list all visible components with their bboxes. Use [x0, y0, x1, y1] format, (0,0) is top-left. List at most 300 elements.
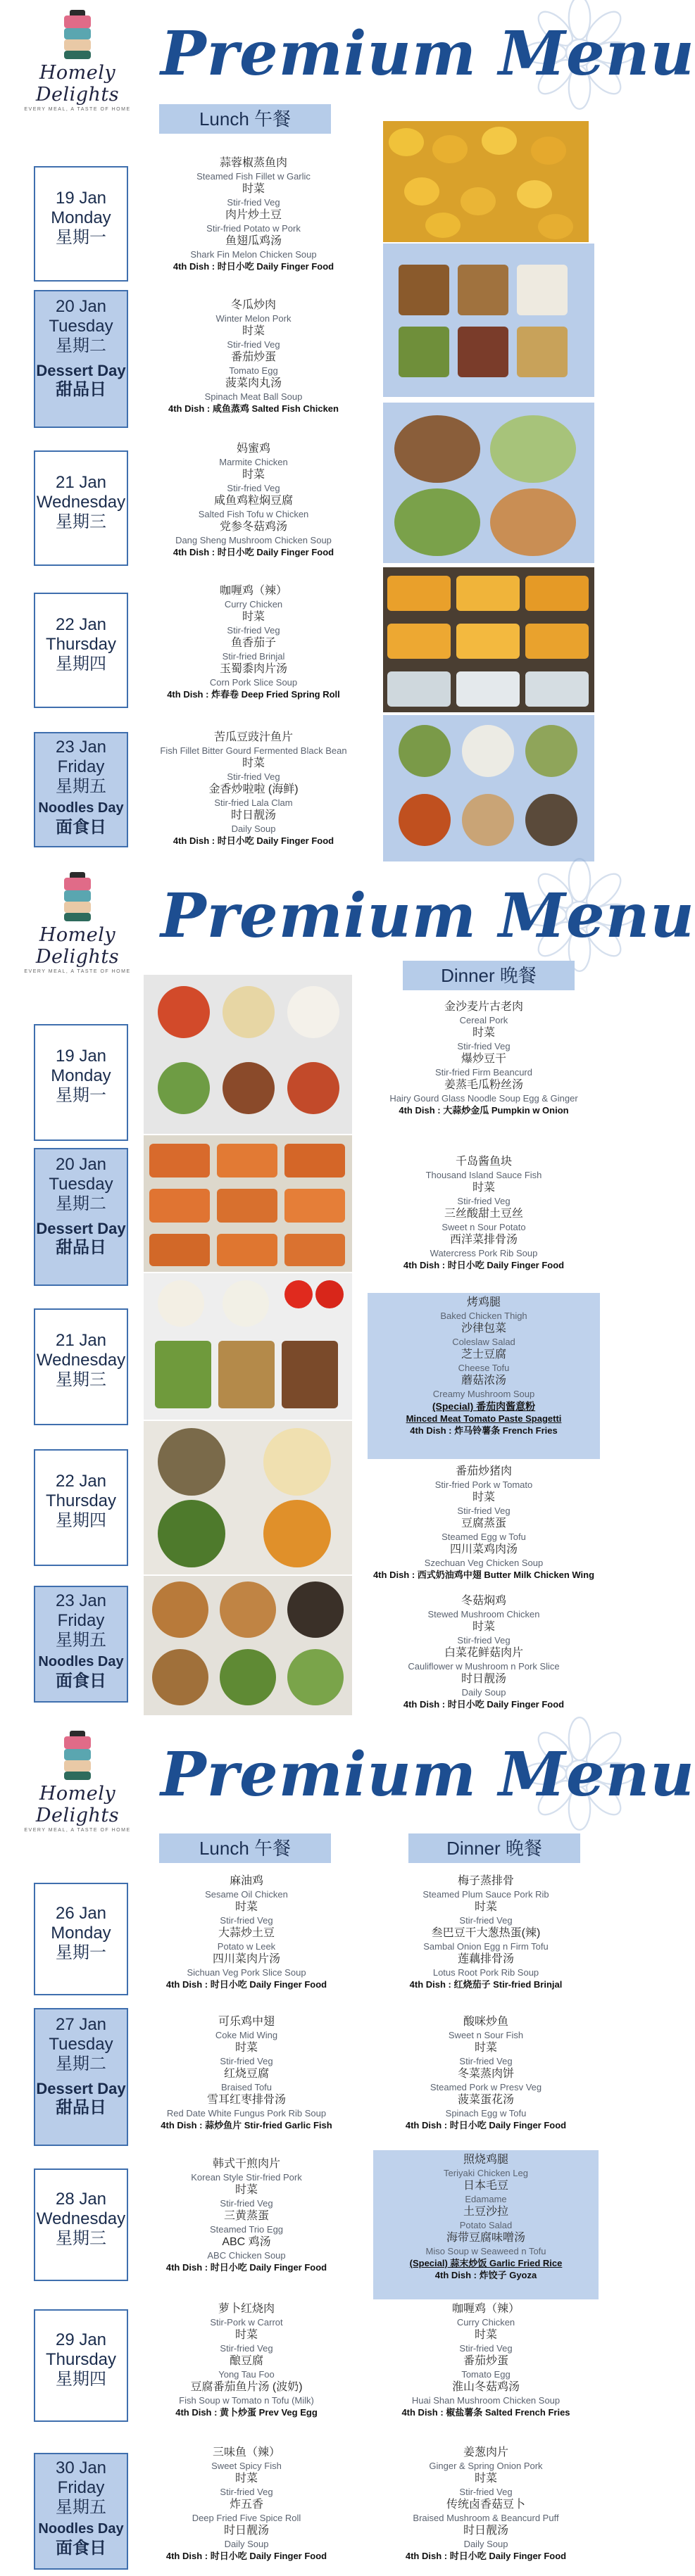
- day-name: Friday: [57, 757, 105, 776]
- menu-block: [141, 2157, 352, 2274]
- dish-name-en: Stir-fried Veg: [220, 2056, 273, 2066]
- day-name-cn: 星期五: [56, 2498, 106, 2517]
- dish-name-cn: 时菜: [242, 183, 265, 195]
- dish-name-en: Cereal Pork: [459, 1015, 508, 1025]
- food-photo: [144, 975, 352, 1134]
- dish-name-cn: 鱼香茄子: [230, 637, 276, 649]
- day-name: Wednesday: [36, 1351, 126, 1370]
- day-name-cn: 星期二: [56, 2054, 106, 2073]
- dish-name-cn: 姜葱肉片: [463, 2446, 508, 2458]
- dish-name-cn: 时菜: [472, 1491, 495, 1503]
- fourth-dish-line: 4th Dish : 椒盐薯条 Salted French Fries: [401, 2407, 570, 2418]
- dish-name-cn: 冬菜蒸肉饼: [457, 2068, 514, 2080]
- brand-tagline: EVERY MEAL, A TASTE OF HOME: [24, 107, 131, 112]
- dish-name-en: Potato Salad: [459, 2220, 513, 2230]
- dish-name-cn: 时菜: [234, 1901, 258, 1913]
- dish-name-en: Deep Fried Five Spice Roll: [192, 2513, 301, 2523]
- day-tag-cn: 甜品日: [56, 1238, 106, 1257]
- dish-name-en: Szechuan Veg Chicken Soup: [424, 1558, 544, 1568]
- dish-name-en: Steamed Egg w Tofu: [442, 1532, 526, 1542]
- dish-name-en: Daily Soup: [231, 823, 276, 834]
- dish-name-en: Stir-fried Veg: [227, 625, 280, 636]
- dish-name-en: Stir-fried Veg: [220, 1915, 273, 1926]
- dish-name-en: Thousand Island Sauce Fish: [425, 1170, 542, 1180]
- dish-name-en: Stir-fried Veg: [457, 1505, 511, 1516]
- dish-name-en: Stir-fried Veg: [457, 1196, 511, 1206]
- dish-name-cn: 四川菜鸡肉汤: [449, 1543, 518, 1555]
- dish-name-en: Stir-Pork w Carrot: [210, 2317, 283, 2328]
- brand-tagline: EVERY MEAL, A TASTE OF HOME: [24, 1828, 131, 1833]
- food-photo: [144, 1135, 352, 1272]
- dish-name-cn: 叁巴豆干大葱热蛋(辣): [431, 1927, 541, 1939]
- dish-name-en: Sichuan Veg Pork Slice Soup: [187, 1967, 306, 1978]
- brand-name: Homely Delights: [35, 1783, 120, 1826]
- dish-name-en: Stir-fried Veg: [457, 1635, 511, 1646]
- dish-name-cn: 苦瓜豆豉汁鱼片: [213, 731, 293, 743]
- menu-block: [148, 584, 359, 701]
- dish-name-en: Daily Soup: [224, 2539, 269, 2549]
- lunch-label: Lunch 午餐: [159, 1833, 331, 1863]
- dish-name-cn: 可乐鸡中翅: [218, 2016, 275, 2028]
- dish-name-en: Cauliflower w Mushroom n Pork Slice: [408, 1661, 560, 1672]
- dish-name-cn: 党参冬菇鸡汤: [219, 521, 287, 533]
- dish-name-cn: 时菜: [242, 757, 265, 769]
- dish-name-cn: 红烧豆腐: [223, 2068, 269, 2080]
- dish-name-cn: 酸咪炒鱼: [463, 2016, 508, 2028]
- day-name: Friday: [57, 2478, 105, 2497]
- fourth-dish-line: 4th Dish : 炸春卷 Deep Fried Spring Roll: [167, 689, 340, 700]
- dish-name-cn: 麻油鸡: [229, 1875, 263, 1887]
- day-tag: Noodles Day: [38, 2521, 124, 2537]
- dish-name-en: Marmite Chicken: [219, 457, 288, 467]
- dish-name-en: Shark Fin Melon Chicken Soup: [190, 249, 317, 260]
- day-box: [34, 166, 128, 282]
- menu-block: [368, 1155, 600, 1272]
- dish-name-en: Stir-fried Pork w Tomato: [434, 1479, 533, 1490]
- page-title: Premium Menu: [161, 1739, 695, 1810]
- day-box: [34, 2008, 128, 2146]
- dish-name-en: Fish Soup w Tomato n Tofu (Milk): [179, 2395, 314, 2406]
- dish-name-cn: 时菜: [472, 1027, 495, 1039]
- dish-name-cn: 时日靓汤: [461, 1673, 506, 1685]
- fourth-dish-line: 4th Dish : 咸鱼蒸鸡 Salted Fish Chicken: [168, 403, 339, 414]
- day-name-cn: 星期三: [56, 1370, 106, 1389]
- day-name-cn: 星期四: [56, 2370, 106, 2389]
- menu-block: [368, 1465, 600, 1581]
- dish-name-en: Stir-fried Lala Clam: [214, 797, 293, 808]
- dish-name-en: Ginger & Spring Onion Pork: [429, 2461, 543, 2471]
- dish-name-cn: 韩式干煎肉片: [212, 2158, 280, 2170]
- fourth-dish-line: 4th Dish : 红烧茄子 Stir-fried Brinjal: [409, 1979, 563, 1990]
- dinner-week1-section: [0, 862, 695, 1721]
- dish-name-en: Braised Tofu: [220, 2082, 273, 2092]
- menu-block: [368, 1296, 600, 1437]
- dish-name-en: Daily Soup: [461, 1687, 506, 1698]
- menu-block: [141, 2302, 352, 2419]
- day-name-cn: 星期四: [56, 655, 106, 674]
- dish-name-cn: 妈蜜鸡: [236, 443, 270, 455]
- dish-name-cn: 冬瓜炒肉: [230, 299, 276, 311]
- day-date: 23 Jan: [55, 1591, 107, 1610]
- dish-name-cn: 酿豆腐: [229, 2355, 263, 2367]
- dish-name-en: Stir-fried Veg: [459, 1915, 513, 1926]
- fourth-dish-line: 4th Dish : 时日小吃 Daily Finger Food: [405, 2120, 567, 2130]
- day-box: [34, 290, 128, 428]
- day-date: 20 Jan: [55, 1155, 107, 1174]
- dish-name-cn: 梅子蒸排骨: [457, 1875, 514, 1887]
- dish-name-cn: 莲藕排骨汤: [457, 1953, 514, 1965]
- day-name: Friday: [57, 1611, 105, 1630]
- fourth-dish-line: 4th Dish : 时日小吃 Daily Finger Food: [173, 547, 334, 557]
- dish-name-cn: 时日靓汤: [463, 2525, 508, 2537]
- dish-name-en: Creamy Mushroom Soup: [432, 1389, 535, 1399]
- day-name-cn: 星期四: [56, 1511, 106, 1530]
- dish-name-cn: 时菜: [234, 2184, 258, 2196]
- dish-name-en: Huai Shan Mushroom Chicken Soup: [411, 2395, 561, 2406]
- fourth-dish-line: 4th Dish : 时日小吃 Daily Finger Food: [165, 2262, 327, 2273]
- dish-name-cn: 海带豆腐味噌汤: [446, 2232, 525, 2244]
- dish-name-en: Corn Pork Slice Soup: [209, 677, 298, 688]
- dish-name-en: Stir-fried Veg: [459, 2487, 513, 2497]
- dish-name-en: Stir-fried Veg: [459, 2056, 513, 2066]
- day-box: [34, 450, 128, 566]
- page-title: Premium Menu: [161, 880, 695, 952]
- dish-name-en: ABC Chicken Soup: [207, 2250, 286, 2261]
- week2-section: [0, 1721, 695, 2576]
- dish-name-en: Fish Fillet Bitter Gourd Fermented Black Bean: [160, 745, 347, 756]
- dish-name-cn: 时菜: [474, 2473, 497, 2485]
- day-name-cn: 星期五: [56, 1631, 106, 1650]
- dish-name-cn: 时菜: [242, 611, 265, 623]
- day-box: [34, 2453, 128, 2570]
- dish-name-cn: 咸鱼鸡粒焖豆腐: [213, 495, 293, 507]
- dish-name-en: Tomato Egg: [461, 2369, 511, 2380]
- day-date: 19 Jan: [55, 189, 107, 208]
- day-tag: Noodles Day: [38, 800, 124, 816]
- day-name: Thursday: [45, 2350, 117, 2369]
- dish-name-en: Stir-fried Potato w Pork: [206, 223, 301, 234]
- dish-name-cn: 蒜蓉椒蒸鱼肉: [219, 157, 287, 169]
- page-title: Premium Menu: [161, 18, 695, 89]
- dish-name-cn: 肉片炒土豆: [225, 209, 282, 221]
- special-dish-line: (Special) 番茄肉酱意粉: [432, 1401, 536, 1412]
- food-photo: [144, 1576, 352, 1715]
- day-tag-cn: 甜品日: [56, 2098, 106, 2117]
- dish-name-cn: 芝士豆腐: [461, 1349, 506, 1360]
- menu-block: [148, 731, 359, 847]
- fourth-dish-line: 4th Dish : 西式奶油鸡中翅 Butter Milk Chicken Wing: [372, 1570, 595, 1580]
- special-dish-line: (Special) 蒜末炒饭 Garlic Fried Rice: [409, 2258, 563, 2268]
- day-box: [34, 1148, 128, 1286]
- food-photo: [144, 1421, 352, 1574]
- menu-block: [141, 2015, 352, 2132]
- menu-block: [373, 2015, 599, 2132]
- fourth-dish-line: 4th Dish : 时日小吃 Daily Finger Food: [173, 835, 334, 846]
- dish-name-cn: 蘑菇浓汤: [461, 1375, 506, 1387]
- dish-name-en: Braised Mushroom & Beancurd Puff: [413, 2513, 559, 2523]
- dish-name-en: Stir-fried Veg: [457, 1041, 511, 1052]
- dish-name-en: Stir-fried Veg: [220, 2343, 273, 2354]
- day-date: 30 Jan: [55, 2458, 107, 2477]
- dish-name-cn: 冬菇焖鸡: [461, 1595, 506, 1607]
- fourth-dish-line: 4th Dish : 大蒜炒金瓜 Pumpkin w Onion: [399, 1105, 569, 1116]
- day-tag: Dessert Day: [36, 2080, 126, 2097]
- day-name: Tuesday: [49, 1175, 113, 1194]
- dish-name-cn: 沙律包菜: [461, 1322, 506, 1334]
- day-box: [34, 2168, 128, 2281]
- dish-name-en: Watercress Pork Rib Soup: [430, 1248, 538, 1258]
- dish-name-cn: 爆炒豆干: [461, 1053, 506, 1065]
- fourth-dish-line: 4th Dish : 时日小吃 Daily Finger Food: [165, 1979, 327, 1990]
- day-date: 21 Jan: [55, 1331, 107, 1350]
- brand-logo: [7, 10, 148, 112]
- menu-block: [141, 2446, 352, 2563]
- menu-block: [148, 298, 359, 415]
- dish-name-en: Spinach Meat Ball Soup: [204, 391, 303, 402]
- dish-name-cn: 时菜: [242, 469, 265, 481]
- fourth-dish-line: 4th Dish : 时日小吃 Daily Finger Food: [403, 1260, 565, 1270]
- dish-name-en: Sesame Oil Chicken: [205, 1889, 288, 1900]
- dish-name-en: Sweet n Sour Potato: [442, 1222, 526, 1232]
- dish-name-en: Hairy Gourd Glass Noodle Soup Egg & Ginger: [389, 1093, 578, 1104]
- brand-logo: [7, 1731, 148, 1833]
- dish-name-en: Sweet n Sour Fish: [448, 2030, 524, 2040]
- menu-block: [373, 1874, 599, 1991]
- dish-name-en: Steamed Trio Egg: [209, 2224, 284, 2235]
- dish-name-cn: 淮山冬菇鸡汤: [451, 2381, 520, 2393]
- dish-name-en: Teriyaki Chicken Leg: [444, 2168, 528, 2178]
- dish-name-en: Curry Chicken: [224, 599, 283, 610]
- day-date: 23 Jan: [55, 738, 107, 757]
- dish-name-en: Stir-fried Veg: [220, 2198, 273, 2209]
- dish-name-en: Curry Chicken: [456, 2317, 515, 2328]
- menu-block: [368, 1000, 600, 1117]
- dish-name-en: Steamed Plum Sauce Pork Rib: [422, 1889, 549, 1900]
- dish-name-en: Stir-fried Veg: [227, 197, 280, 208]
- day-name-cn: 星期三: [56, 512, 106, 531]
- day-box: [34, 593, 128, 708]
- day-name: Thursday: [45, 635, 117, 654]
- day-box: [34, 1586, 128, 1703]
- dish-name-cn: 时菜: [474, 1901, 497, 1913]
- day-tag: Dessert Day: [36, 1220, 126, 1237]
- day-tag-cn: 面食日: [56, 818, 106, 837]
- food-photo: [383, 403, 594, 563]
- fourth-dish-line: 4th Dish : 炸马铃薯条 French Fries: [410, 1425, 558, 1436]
- menu-block: [141, 1874, 352, 1991]
- dish-name-cn: 雪耳红枣排骨汤: [206, 2094, 286, 2106]
- fourth-dish-line: 4th Dish : 黄卜炒蛋 Prev Veg Egg: [175, 2407, 318, 2418]
- day-name: Monday: [51, 1066, 111, 1085]
- dish-name-cn: 三丝酸甜土豆丝: [444, 1208, 523, 1220]
- dish-name-en: Stir-fried Veg: [227, 771, 280, 782]
- day-box: [34, 1883, 128, 1995]
- day-name-cn: 星期三: [56, 2229, 106, 2248]
- day-tag-cn: 面食日: [56, 1672, 106, 1691]
- fourth-dish-line: 4th Dish : 蒜炒鱼片 Stir-fried Garlic Fish: [161, 2120, 332, 2130]
- fourth-dish-line: 4th Dish : 时日小吃 Daily Finger Food: [405, 2551, 567, 2561]
- food-photo: [383, 121, 589, 242]
- dish-name-cn: 番茄炒蛋: [463, 2355, 508, 2367]
- dish-name-cn: 三黄蒸蛋: [223, 2210, 269, 2222]
- day-date: 22 Jan: [55, 615, 107, 634]
- dinner-label: Dinner 晚餐: [408, 1833, 580, 1863]
- day-name: Wednesday: [36, 2209, 126, 2228]
- fourth-dish-line: 4th Dish : 时日小吃 Daily Finger Food: [165, 2551, 327, 2561]
- brand-name: Homely Delights: [35, 924, 120, 968]
- day-tag-cn: 甜品日: [56, 380, 106, 399]
- dish-name-cn: 时菜: [472, 1182, 495, 1194]
- day-name: Tuesday: [49, 317, 113, 336]
- dish-name-cn: 时日靓汤: [230, 809, 276, 821]
- dish-name-cn: 千岛酱鱼块: [455, 1156, 512, 1168]
- day-date: 29 Jan: [55, 2330, 107, 2349]
- dish-name-en: Stir-fried Veg: [459, 2343, 513, 2354]
- dish-name-cn: 时菜: [234, 2042, 258, 2054]
- menu-block: [373, 2153, 599, 2282]
- dish-name-en: Coleslaw Salad: [452, 1337, 515, 1347]
- dish-name-cn: 番茄炒蛋: [230, 351, 276, 363]
- day-box: [34, 2309, 128, 2422]
- dish-name-cn: 豆腐番茄鱼片汤 (波奶): [190, 2381, 303, 2393]
- dish-name-cn: 炸五香: [229, 2499, 263, 2511]
- brand-logo: [7, 872, 148, 974]
- day-date: 22 Jan: [55, 1472, 107, 1491]
- dish-name-cn: 日本毛豆: [463, 2180, 508, 2192]
- dish-name-cn: 西洋菜排骨汤: [449, 1234, 518, 1246]
- dinner-label: Dinner 晚餐: [403, 961, 575, 990]
- dish-name-cn: 时菜: [474, 2329, 497, 2341]
- day-date: 27 Jan: [55, 2015, 107, 2034]
- day-date: 19 Jan: [55, 1047, 107, 1066]
- fourth-dish-line: 4th Dish : 时日小吃 Daily Finger Food: [403, 1699, 565, 1710]
- fourth-dish-line: 4th Dish : 时日小吃 Daily Finger Food: [173, 261, 334, 272]
- day-date: 28 Jan: [55, 2190, 107, 2209]
- brand-name: Homely Delights: [35, 62, 120, 106]
- day-date: 26 Jan: [55, 1904, 107, 1923]
- tiffin-jar-icon: [61, 872, 94, 921]
- dish-name-en: Edamame: [465, 2194, 507, 2204]
- dish-name-en: Cheese Tofu: [458, 1363, 510, 1373]
- food-photo: [144, 1273, 352, 1420]
- dish-name-cn: 鱼翅瓜鸡汤: [225, 235, 282, 247]
- day-box: [34, 1449, 128, 1566]
- menu-block: [373, 2302, 599, 2419]
- dish-name-cn: 三味鱼（辣）: [212, 2446, 280, 2458]
- food-photo: [383, 244, 594, 397]
- dish-name-en: Coke Mid Wing: [215, 2030, 278, 2040]
- dish-name-en: Stir-fried Veg: [227, 339, 280, 350]
- dish-name-cn: 姜蒸毛瓜粉丝汤: [444, 1079, 523, 1091]
- menu-block: [148, 442, 359, 559]
- dish-name-cn: 菠菜蛋花汤: [457, 2094, 514, 2106]
- day-name: Monday: [51, 208, 111, 227]
- dish-name-en: Winter Melon Pork: [215, 313, 292, 324]
- dish-name-cn: 照烧鸡腿: [463, 2154, 508, 2166]
- lunch-label: Lunch 午餐: [159, 104, 331, 134]
- dish-name-cn: 菠菜肉丸汤: [225, 377, 282, 389]
- dish-name-en: Yong Tau Foo: [218, 2369, 275, 2380]
- dish-name-en: Sambal Onion Egg n Firm Tofu: [423, 1941, 549, 1952]
- dish-name-cn: ABC 鸡汤: [222, 2236, 271, 2248]
- dish-name-en: Baked Chicken Thigh: [440, 1311, 527, 1321]
- dish-name-cn: 四川菜肉片汤: [212, 1953, 280, 1965]
- day-name-cn: 星期五: [56, 777, 106, 796]
- dish-name-en: Stir-fried Veg: [220, 2487, 273, 2497]
- lunch-week1-section: [0, 0, 695, 862]
- dish-name-cn: 大蒜炒土豆: [218, 1927, 275, 1939]
- brand-tagline: EVERY MEAL, A TASTE OF HOME: [24, 969, 131, 974]
- dish-name-en: Sweet Spicy Fish: [211, 2461, 282, 2471]
- day-name-cn: 星期一: [56, 1943, 106, 1962]
- day-tag-cn: 面食日: [56, 2539, 106, 2558]
- dish-name-cn: 传统卤香菇豆卜: [446, 2499, 525, 2511]
- dish-name-en: Steamed Fish Fillet w Garlic: [196, 171, 311, 182]
- dish-name-cn: 咖喱鸡（辣）: [451, 2303, 520, 2315]
- day-date: 21 Jan: [55, 473, 107, 492]
- dish-name-en: Spinach Egg w Tofu: [445, 2108, 527, 2119]
- tiffin-jar-icon: [61, 10, 94, 59]
- day-box: [34, 732, 128, 847]
- dish-name-en: Stir-fried Brinjal: [222, 651, 285, 662]
- day-name: Wednesday: [36, 493, 126, 512]
- dish-name-cn: 萝卜红烧肉: [218, 2303, 275, 2315]
- day-name-cn: 星期一: [56, 228, 106, 247]
- dish-name-en: Steamed Pork w Presv Veg: [430, 2082, 542, 2092]
- day-name-cn: 星期一: [56, 1086, 106, 1105]
- dish-name-en: Stir-fried Veg: [227, 483, 280, 493]
- dish-name-en: Stewed Mushroom Chicken: [427, 1609, 540, 1620]
- dish-name-en: Dang Sheng Mushroom Chicken Soup: [175, 535, 332, 545]
- food-photo: [383, 715, 594, 861]
- dish-name-cn: 时日靓汤: [223, 2525, 269, 2537]
- day-name: Monday: [51, 1924, 111, 1943]
- dish-name-cn: 烤鸡腿: [466, 1296, 501, 1308]
- tiffin-jar-icon: [61, 1731, 94, 1780]
- day-name-cn: 星期二: [56, 1194, 106, 1213]
- dish-name-en: Potato w Leek: [217, 1941, 276, 1952]
- dish-name-en: Korean Style Stir-fried Pork: [191, 2172, 302, 2183]
- dish-name-en: Tomato Egg: [229, 365, 278, 376]
- dish-name-cn: 金香炒啦啦 (海鲜): [208, 783, 299, 795]
- day-name: Tuesday: [49, 2035, 113, 2054]
- menu-block: [368, 1594, 600, 1711]
- day-date: 20 Jan: [55, 297, 107, 316]
- day-name: Thursday: [45, 1491, 117, 1510]
- day-name-cn: 星期二: [56, 336, 106, 355]
- day-tag: Noodles Day: [38, 1654, 124, 1669]
- dish-name-cn: 时菜: [234, 2473, 258, 2485]
- dish-name-cn: 咖喱鸡（辣）: [219, 585, 287, 597]
- menu-block: [373, 2446, 599, 2563]
- dish-name-cn: 土豆沙拉: [463, 2206, 508, 2218]
- dish-name-cn: 玉蜀黍肉片汤: [219, 663, 287, 675]
- day-box: [34, 1308, 128, 1425]
- dish-name-cn: 豆腐蒸蛋: [461, 1517, 506, 1529]
- day-tag: Dessert Day: [36, 362, 126, 379]
- dish-name-en: Lotus Root Pork Rib Soup: [432, 1967, 539, 1978]
- special-dish-line: Minced Meat Tomato Paste Spagetti: [406, 1413, 562, 1424]
- food-photo: [383, 567, 594, 712]
- day-box: [34, 1024, 128, 1141]
- dish-name-cn: 时菜: [234, 2329, 258, 2341]
- dish-name-cn: 时菜: [474, 2042, 497, 2054]
- dish-name-cn: 时菜: [242, 325, 265, 337]
- fourth-dish-line: 4th Dish : 炸饺子 Gyoza: [434, 2270, 537, 2280]
- dish-name-cn: 金沙麦片古老肉: [444, 1001, 523, 1013]
- dish-name-cn: 番茄炒猪肉: [455, 1465, 512, 1477]
- menu-block: [148, 156, 359, 273]
